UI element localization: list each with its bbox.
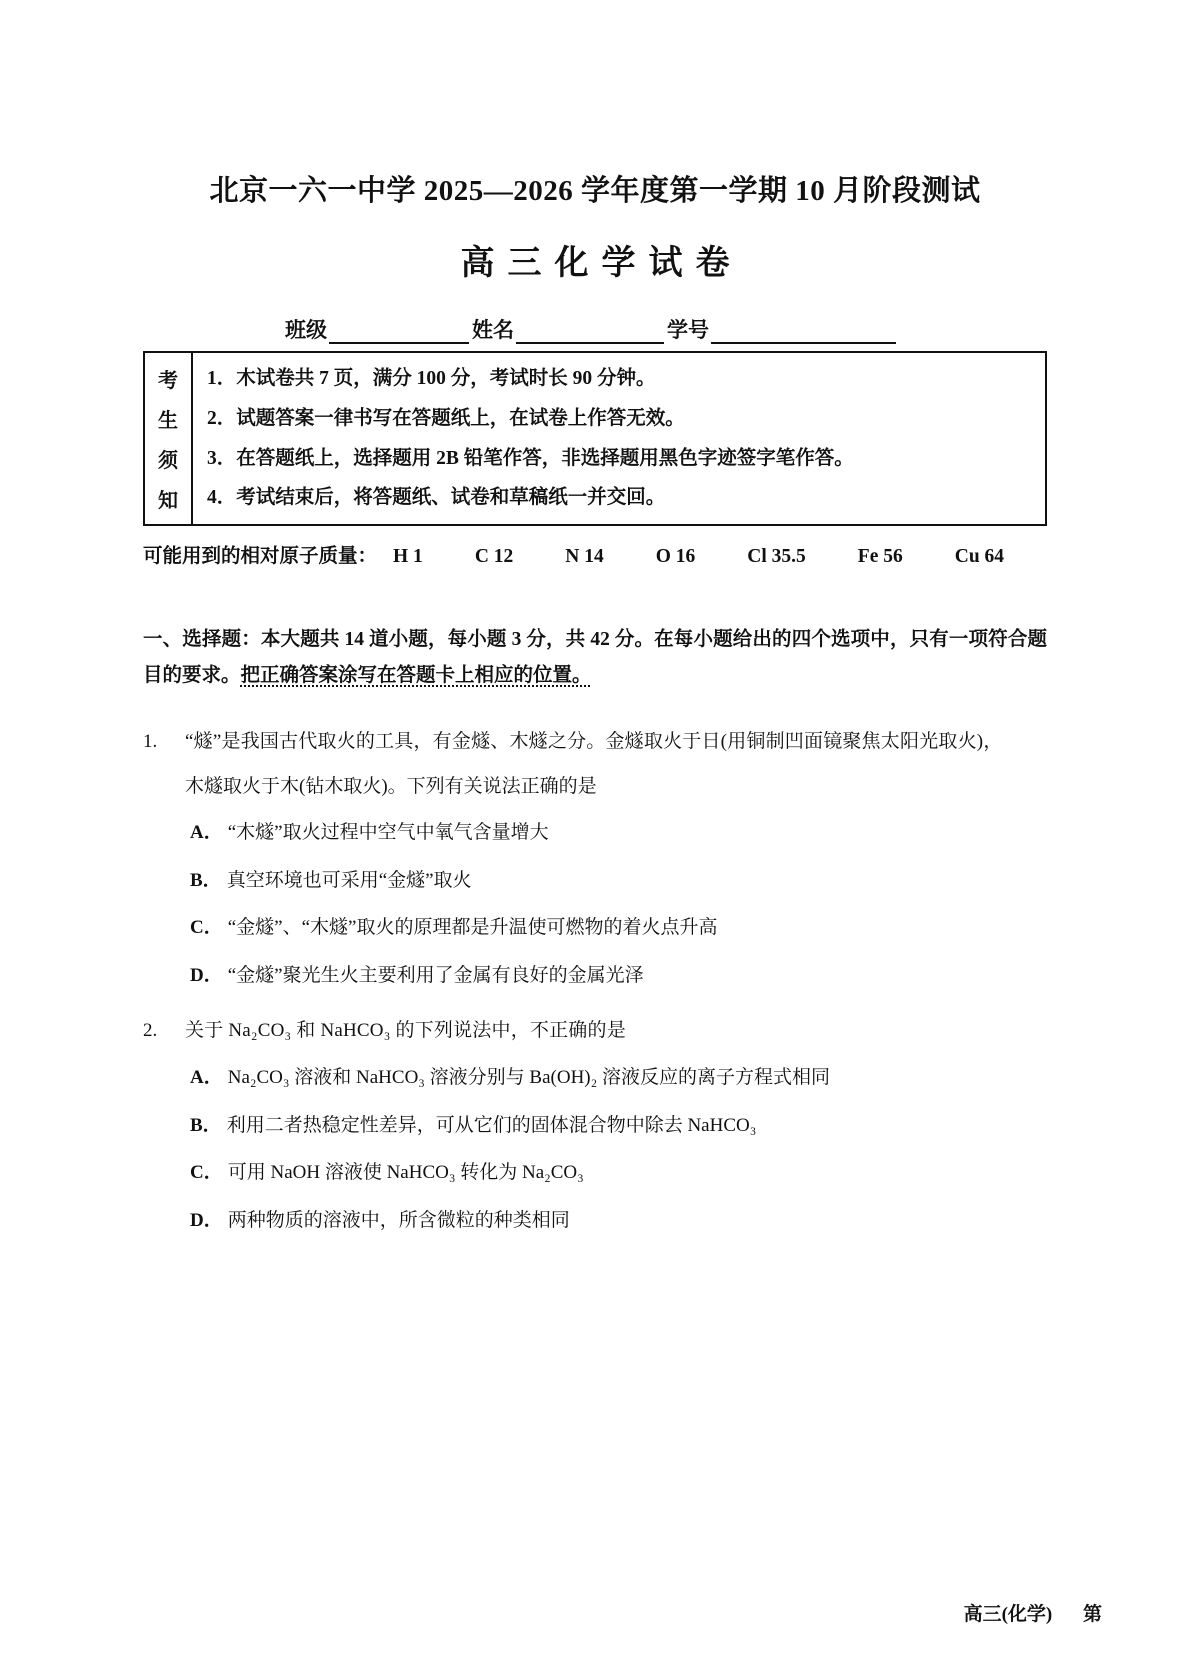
question-stem-row	[0, 720, 1190, 765]
option-b[interactable]	[0, 1102, 1190, 1150]
option-letter: B．	[190, 869, 222, 891]
class-input-rule[interactable]	[329, 329, 469, 344]
notice-item: 1．木试卷共 7 页，满分 100 分，考试时长 90 分钟。	[207, 368, 656, 390]
question-stem-continued: 木燧取火于木(钻木取火)。下列有关说法正确的是	[185, 775, 597, 797]
atomic-mass-item: H 1	[393, 546, 423, 567]
notice-item: 3．在答题纸上，选择题用 2B 铅笔作答，非选择题用黑色字迹签字笔作答。	[207, 447, 854, 469]
section-heading-text: 一、选择题：本大题共 14 道小题，每小题 3 分，共 42 分。在每小题给出的四个选项中，只有一项符合题目的要求。	[143, 629, 1047, 687]
name-label: 姓名	[472, 318, 514, 342]
student-id-input-rule[interactable]	[711, 329, 896, 344]
atomic-mass-label: 可能用到的相对原子质量：	[143, 546, 378, 567]
question-list	[0, 720, 1190, 1244]
notice-items	[193, 353, 1045, 524]
option-d[interactable]	[0, 1197, 1190, 1245]
option-text: “金燧”、“木燧”取火的原理都是升温使可燃物的着火点升高	[227, 917, 718, 939]
atomic-mass-item: O 16	[655, 546, 696, 567]
option-c[interactable]	[0, 1149, 1190, 1197]
student-id-label: 学号	[667, 318, 709, 342]
question-number: 2.	[143, 1020, 158, 1042]
atomic-mass-item: Cu 64	[954, 546, 1005, 567]
option-letter: D．	[190, 1209, 223, 1231]
option-letter: D．	[190, 964, 223, 986]
atomic-mass-item: N 14	[565, 546, 604, 567]
option-text: “金燧”聚光生火主要利用了金属有良好的金属光泽	[227, 964, 644, 986]
option-text: Na₂CO₃ 溶液和 NaHCO₃ 溶液分别与 Ba(OH)₂ 溶液反应的离子方程式相同	[227, 1067, 831, 1089]
option-b[interactable]	[0, 857, 1190, 905]
notice-side-char-0: 考	[158, 370, 178, 393]
option-text: 利用二者热稳定性差异，可从它们的固体混合物中除去 NaHCO₃	[226, 1114, 757, 1136]
option-a[interactable]	[0, 1054, 1190, 1102]
question-number: 1.	[143, 731, 158, 753]
option-a[interactable]	[0, 809, 1190, 857]
question-2	[0, 1009, 1190, 1244]
notice-item: 2．试题答案一律书写在答题纸上，在试卷上作答无效。	[207, 407, 685, 429]
question-stem: “燧”是我国古代取火的工具，有金燧、木燧之分。金燧取火于日(用铜制凹面镜聚焦太阳光取火)，	[185, 731, 1003, 753]
option-letter: A．	[190, 1067, 223, 1089]
page-footer	[964, 1599, 1102, 1626]
question-stem-row	[0, 1009, 1190, 1054]
option-d[interactable]	[0, 952, 1190, 1000]
notice-side-label	[145, 353, 193, 524]
option-text: 两种物质的溶液中，所含微粒的种类相同	[227, 1209, 570, 1231]
exam-notice-box	[143, 351, 1047, 526]
option-c[interactable]	[0, 904, 1190, 952]
page-title-school: 北京一六一中学 2025—2026 学年度第一学期 10 月阶段测试	[209, 175, 981, 207]
option-letter: C．	[190, 917, 223, 939]
notice-item: 4．考试结束后，将答题纸、试卷和草稿纸一并交回。	[207, 487, 666, 509]
atomic-mass-items	[393, 546, 1047, 568]
option-text: 可用 NaOH 溶液使 NaHCO₃ 转化为 Na₂CO₃	[227, 1162, 584, 1184]
name-input-rule[interactable]	[516, 329, 664, 344]
section-heading-emphasis: 把正确答案涂写在答题卡上相应的位置。	[240, 665, 592, 687]
question-1	[0, 720, 1190, 999]
section-heading	[143, 622, 1047, 694]
class-label: 班级	[285, 318, 327, 342]
page-title-exam: 高三化学试卷	[460, 245, 743, 282]
notice-side-char-1: 生	[158, 410, 178, 433]
student-info-line	[0, 314, 1190, 344]
atomic-mass-line	[143, 540, 1047, 568]
option-text: “木燧”取火过程中空气中氧气含量增大	[227, 822, 549, 844]
question-stem: 关于 Na₂CO₃ 和 NaHCO₃ 的下列说法中，不正确的是	[185, 1020, 626, 1042]
notice-side-char-2: 须	[158, 449, 178, 472]
option-letter: A．	[190, 822, 223, 844]
atomic-mass-item: C 12	[474, 546, 514, 567]
option-letter: C．	[190, 1162, 223, 1184]
notice-side-char-3: 知	[158, 489, 178, 512]
option-text: 真空环境也可采用“金燧”取火	[226, 869, 472, 891]
option-letter: B．	[190, 1114, 222, 1136]
footer-page-label: 第	[1082, 1604, 1102, 1625]
atomic-mass-item: Cl 35.5	[747, 546, 806, 567]
atomic-mass-item: Fe 56	[857, 546, 903, 567]
footer-subject: 高三(化学)	[963, 1604, 1053, 1625]
